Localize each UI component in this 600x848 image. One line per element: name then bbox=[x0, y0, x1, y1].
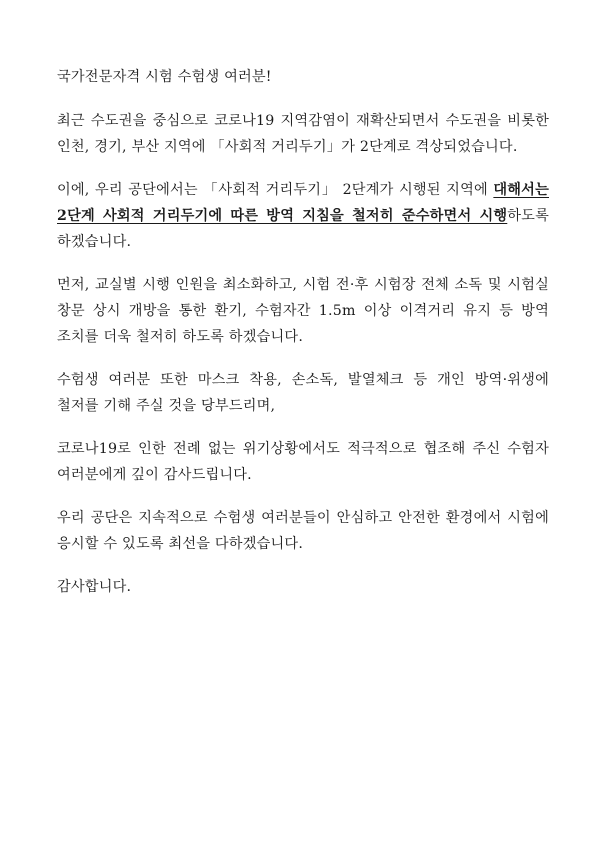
notice-letter bbox=[57, 64, 549, 617]
policy-emphasis: 대해서는 2단계 사회적 거리두기에 따른 방역 지침을 철저히 준수하면서 시행 bbox=[57, 182, 549, 224]
greeting: 국가전문자격 시험 수험생 여러분! bbox=[57, 69, 272, 85]
paragraph-distancing-policy bbox=[57, 177, 549, 255]
policy-text-tail: 하도록 하겠습니다. bbox=[57, 208, 549, 250]
paragraph-commitment: 우리 공단은 지속적으로 수험생 여러분들이 안심하고 안전한 환경에서 시험에 응시할 수 있도록 최선을 다하겠습니다. bbox=[57, 510, 549, 552]
paragraph-thanks: 코로나19로 인한 전례 없는 위기상황에서도 적극적으로 협조해 주신 수험자 여러분에게 깊이 감사드립니다. bbox=[57, 441, 549, 483]
policy-text-lead: 이에, 우리 공단에서는 「사회적 거리두기」 2단계가 시행된 지역에 bbox=[57, 182, 494, 198]
paragraph-quarantine-measures: 먼저, 교실별 시행 인원을 최소화하고, 시험 전·후 시험장 전체 소독 및 시험실 창문 상시 개방을 통한 환기, 수험자간 1.5m 이상 이격거리 유지 등 방역 조치를 더욱 철저히 하도록 하겠습니다. bbox=[57, 277, 549, 345]
paragraph-covid-resurgence: 최근 수도권을 중심으로 코로나19 지역감염이 재확산되면서 수도권을 비롯한 인천, 경기, 부산 지역에 「사회적 거리두기」가 2단계로 격상되었습니다. bbox=[57, 113, 549, 155]
closing: 감사합니다. bbox=[57, 579, 132, 595]
paragraph-examinee-request: 수험생 여러분 또한 마스크 착용, 손소독, 발열체크 등 개인 방역·위생에 철저를 기해 주실 것을 당부드리며, bbox=[57, 372, 549, 414]
